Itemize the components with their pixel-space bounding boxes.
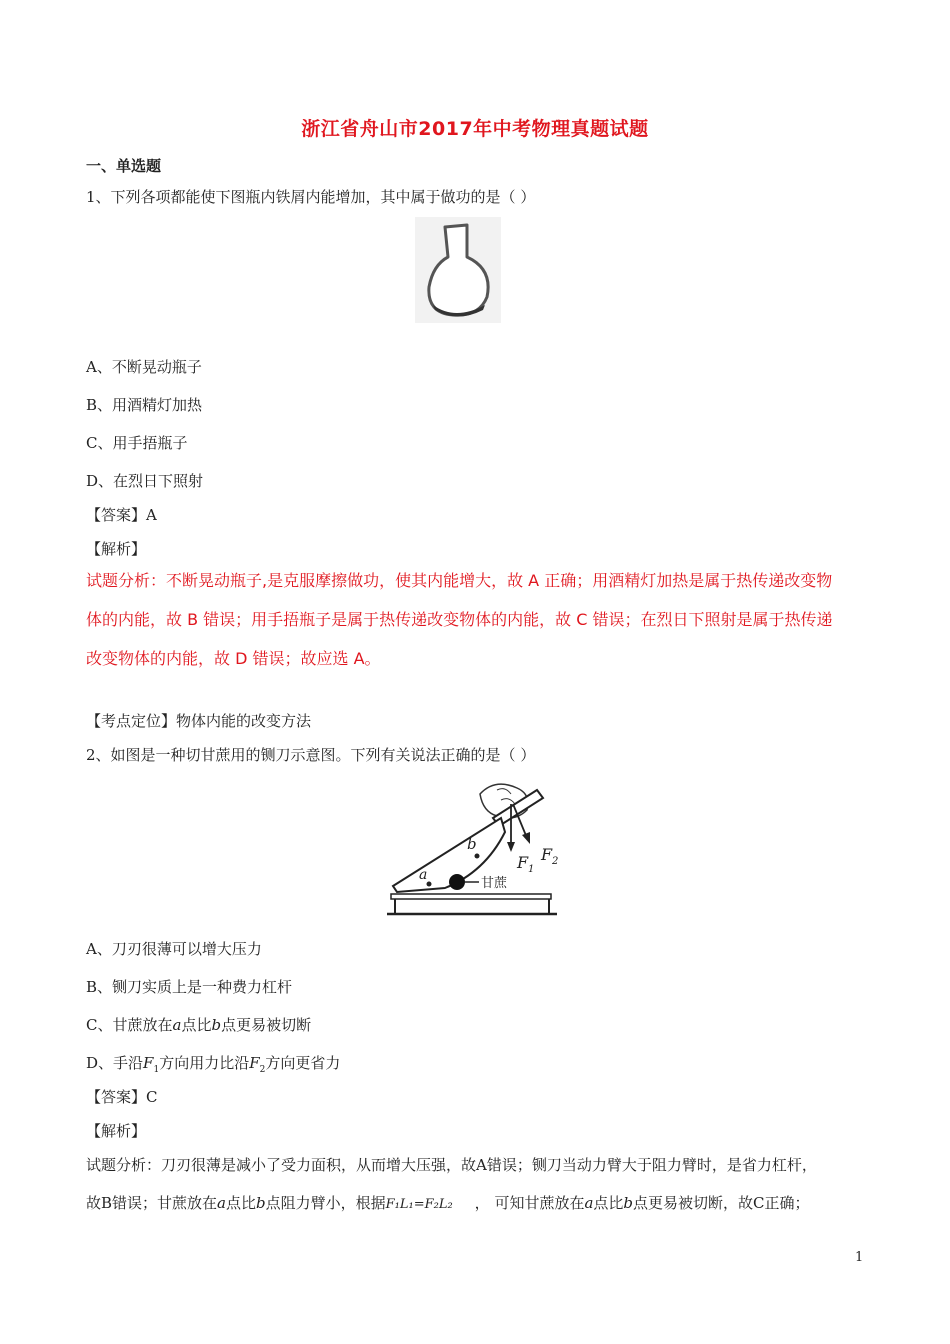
point-a-label: a xyxy=(419,867,428,883)
f1-subscript: 1 xyxy=(528,864,535,875)
q2-analysis-label: 【解析】 xyxy=(86,1122,147,1140)
q2-option-a: A、刀刃很薄可以增大压力 xyxy=(86,940,262,958)
q1-analysis-line: 体的内能，故 B 错误；用手捂瓶子是属于热传递改变物体的内能，故 C 错误；在烈日下照射是属于热传递 xyxy=(86,610,833,629)
q2-stem: 2、如图是一种切甘蔗用的铡刀示意图。下列有关说法正确的是（ ） xyxy=(86,746,536,764)
q1-option-a: A、不断晃动瓶子 xyxy=(86,358,202,376)
q1-analysis-label: 【解析】 xyxy=(86,540,147,558)
chopper-figure xyxy=(385,776,565,918)
q2-answer: 【答案】C xyxy=(86,1088,158,1106)
flask-figure xyxy=(415,217,501,323)
q2-option-b: B、铡刀实质上是一种费力杠杆 xyxy=(86,978,293,996)
point-b-label: b xyxy=(467,835,477,853)
q2-option-c: C、甘蔗放在a点比b点更易被切断 xyxy=(86,1016,312,1034)
q1-option-c: C、用手捂瓶子 xyxy=(86,434,188,452)
q1-knowledge-point: 【考点定位】物体内能的改变方法 xyxy=(86,712,312,730)
q1-answer: 【答案】A xyxy=(86,506,157,524)
q1-stem: 1、下列各项都能使下图瓶内铁屑内能增加，其中属于做功的是（ ） xyxy=(86,188,536,206)
section-heading: 一、单选题 xyxy=(86,157,162,175)
q2-analysis-line: 试题分析：刀刃很薄是减小了受力面积，从而增大压强，故A错误；铡刀当动力臂大于阻力臂时，是省力杠杆， xyxy=(86,1156,817,1174)
f1-label: F xyxy=(517,853,529,872)
q1-option-b: B、用酒精灯加热 xyxy=(86,396,203,414)
f2-label: F xyxy=(541,845,553,864)
page-title: 浙江省舟山市2017年中考物理真题试题 xyxy=(301,118,649,140)
q1-analysis-line: 试题分析：不断晃动瓶子,是克服摩擦做功，使其内能增大，故 A 正确；用酒精灯加热是属于热传递改变物 xyxy=(86,571,833,590)
f2-subscript: 2 xyxy=(552,856,559,867)
lever-formula: F₁L₁=F₂L₂ xyxy=(385,1197,453,1212)
sugarcane-label: 甘蔗 xyxy=(481,876,508,891)
q2-analysis-line: 故B错误；甘蔗放在a点比b点阻力臂小，根据F₁L₁=F₂L₂ ， 可知甘蔗放在a点比b点更易被切断，故C正确； xyxy=(86,1194,810,1212)
q1-option-d: D、在烈日下照射 xyxy=(86,472,204,490)
q1-analysis-line: 改变物体的内能，故 D 错误；故应选 A。 xyxy=(86,649,381,668)
q2-option-d: D、手沿$F_1$方向用力比沿$F_2$方向更省力 xyxy=(86,1054,341,1075)
page-number: 1 xyxy=(855,1250,864,1265)
